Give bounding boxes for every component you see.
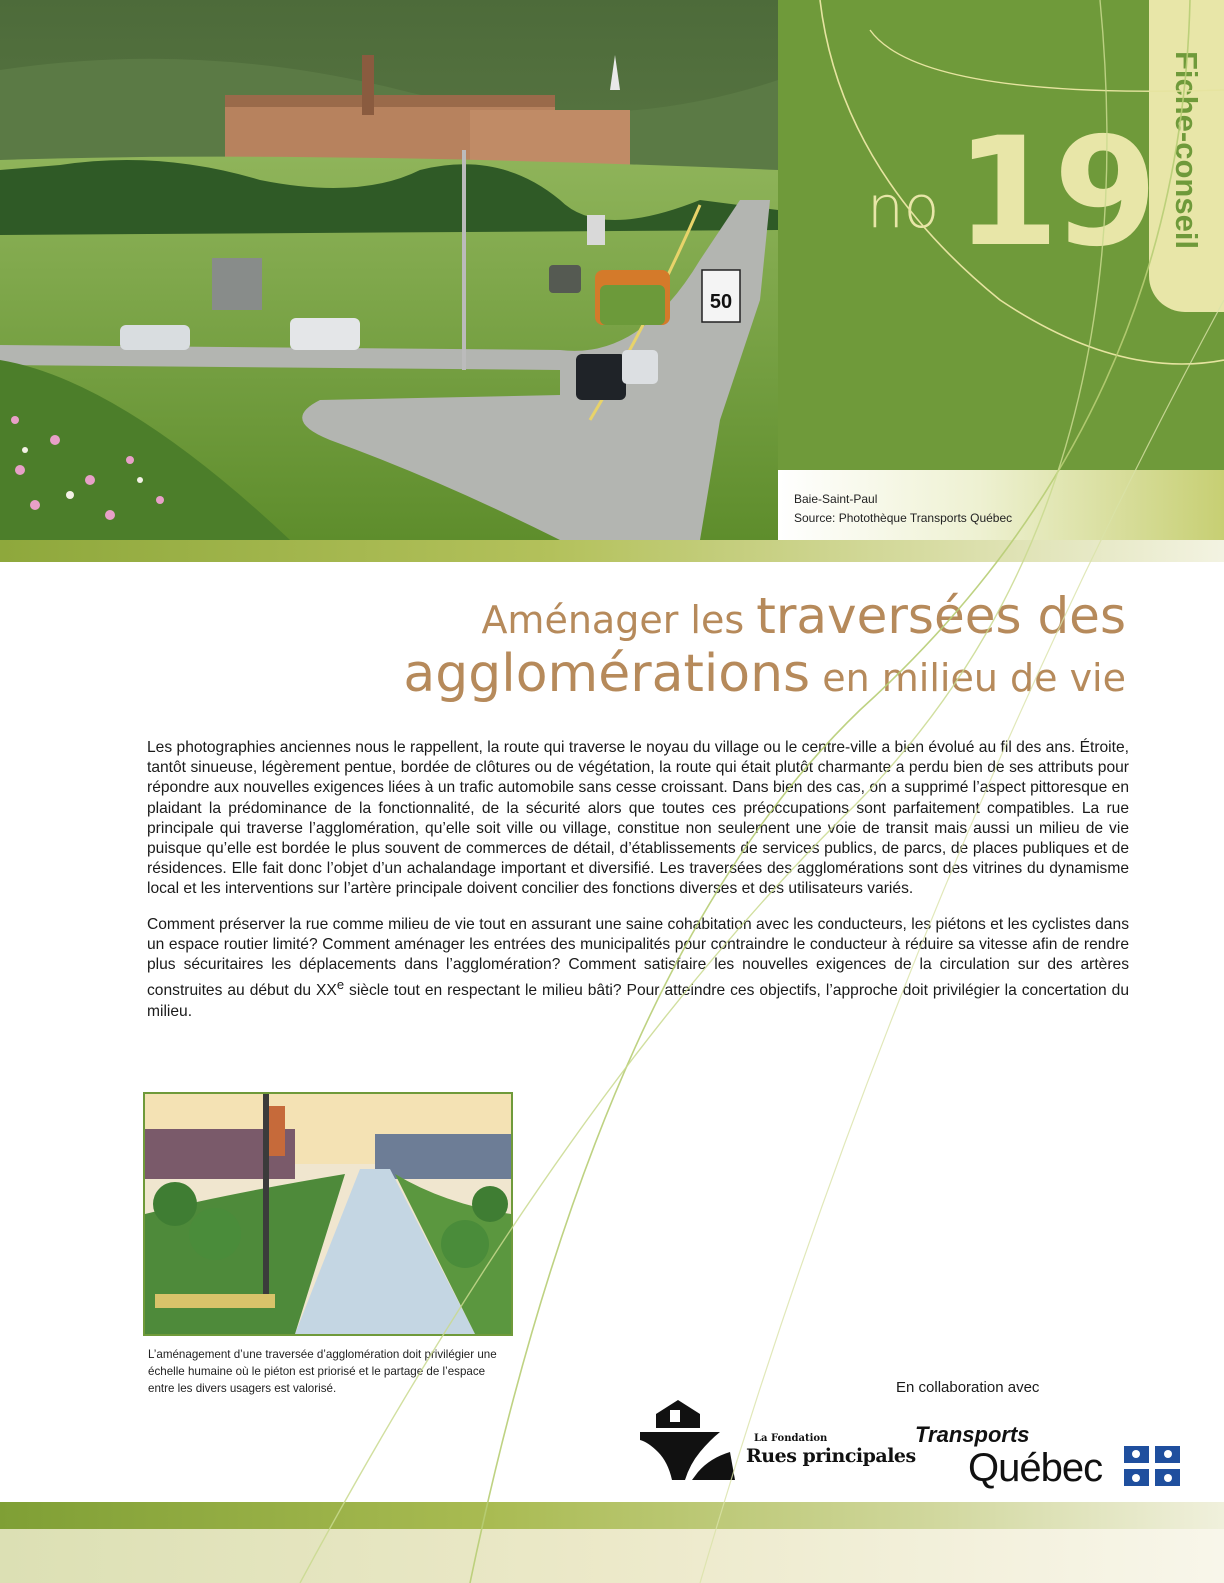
article-body <box>147 738 1129 1037</box>
page-title <box>403 587 1126 704</box>
top-divider-band <box>0 540 1224 562</box>
speed-sign-value: 50 <box>709 291 733 313</box>
paragraph-1: Les photographies anciennes nous le rappellent, la route qui traverse le noyau du village ou le centre-ville a bien évolué au fil des ans. Étroite, tantôt sinueuse, légèrement pentue, bordée de clôtures ou de végétation, la route qui était plutôt charmante a perdu bien de ses attributs pour répondre aux nouvelles exigences liées à un trafic automobile sans cesse croissant. Dans bien des cas, on a supprimé l’aspect pittoresque en plaidant la prédominance de la fonctionnalité, de la sécurité alors que toutes ces préoccupations sont parfaitement compatibles. La rue principale qui traverse l’agglomération, qu’elle soit ville ou village, constitue non seulement une voie de transit mais aussi un milieu de vie puisque qu’elle est bordée le plus souvent de commerces de détail, d’établissements de services publics, de parcs, de places publiques et de résidences. Elle fait donc l’objet d’un achalandage important et diversifié. Les traversées des agglomérations sont des vitrines du dynamisme local et les interventions sur l’artère principale doivent concilier des fonctions diverses et des utilisateurs variés. <box>147 739 1129 898</box>
title-part-3: agglomérations <box>403 643 811 704</box>
paragraph-2-superscript: e <box>336 977 345 993</box>
photo-caption-source: Source: Photothèque Transports Québec <box>794 511 1013 525</box>
issue-prefix: no <box>867 173 940 241</box>
transports-logo-line1: Transports <box>915 1422 1030 1447</box>
title-part-4: en milieu de vie <box>810 655 1126 700</box>
fondation-name: Rues principales <box>746 1445 916 1467</box>
photo-caption-place: Baie-Saint-Paul <box>794 492 878 506</box>
title-part-1: Aménager les <box>481 598 757 642</box>
bottom-band-light <box>0 1529 1224 1583</box>
title-part-2: traversées des <box>756 587 1126 645</box>
bottom-band <box>0 1502 1224 1529</box>
cover-photo <box>0 0 778 540</box>
paragraph-2-end: siècle tout en respectant le milieu bâti? Pour atteindre ces objectifs, l’approche doit privilégier la concertation du milieu. <box>147 982 1129 1020</box>
illustration-caption: L’aménagement d’une traversée d’agglomération doit privilégier une échelle humaine où le piéton est priorisé et le partage de l’espace entre les divers usagers est valorisé. <box>148 1348 497 1395</box>
street-illustration <box>143 1092 513 1336</box>
paragraph-2-start: Comment préserver la rue comme milieu de vie tout en assurant une saine cohabitation avec les conducteurs, les piétons et les cyclistes dans un espace routier limité? Comment aménager les entrées des municipalités pour contraindre le conducteur à réduire sa vitesse afin de rendre plus sécuritaires les déplacements dans l’agglomération? Comment satisfaire les nouvelles exigences de la circulation sur des artères construites au début du XX <box>147 915 1129 1000</box>
transports-logo-line2: Québec <box>968 1446 1103 1490</box>
photo-caption <box>794 490 1012 528</box>
collaboration-label: En collaboration avec <box>896 1379 1040 1396</box>
issue-number: 19 <box>955 106 1152 280</box>
paragraph-2 <box>147 915 1129 1022</box>
series-tab-label: Fiche-conseil <box>1169 50 1204 250</box>
fondation-name-small: La Fondation <box>754 1433 828 1444</box>
quebec-flag-icon <box>1124 1446 1180 1486</box>
